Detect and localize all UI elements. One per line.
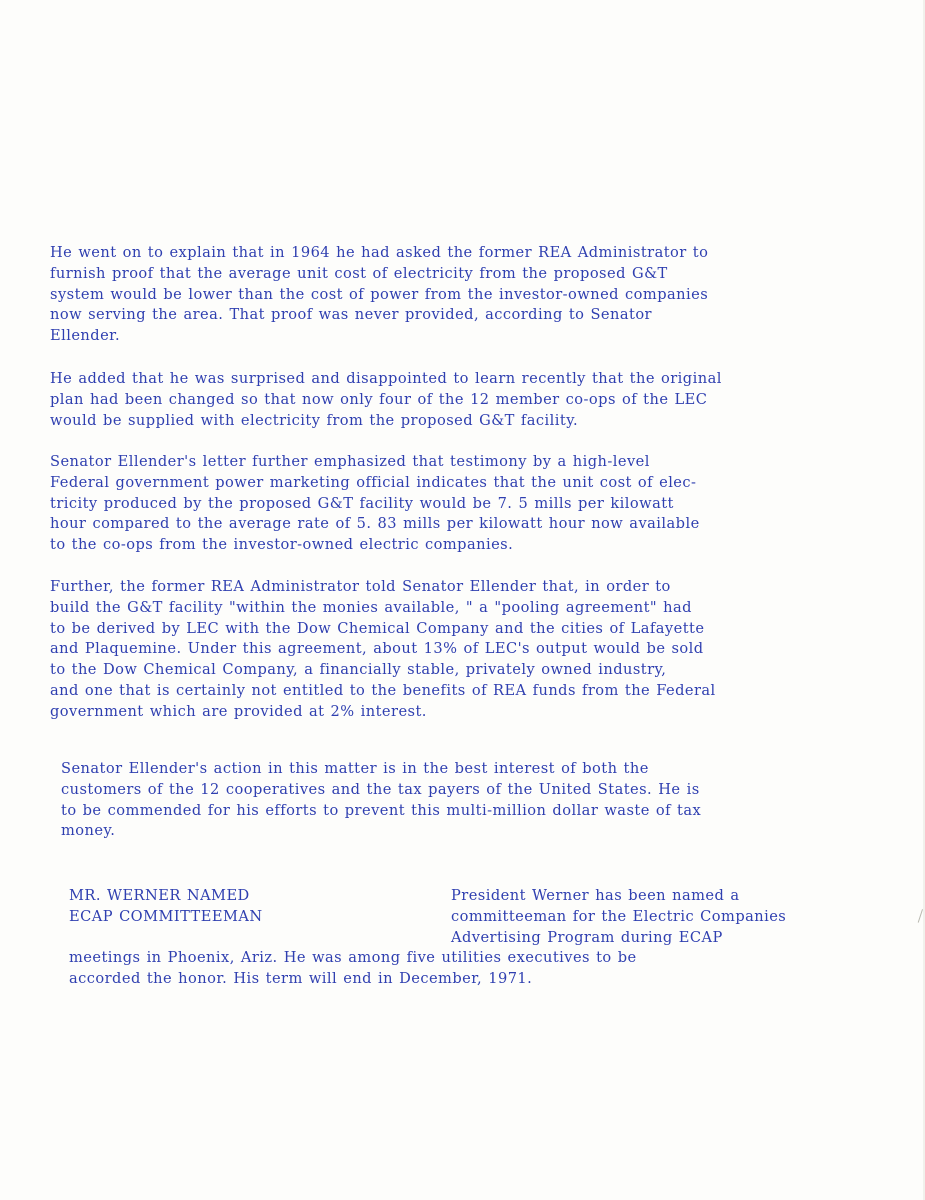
- text-line: Ellender.: [50, 327, 121, 345]
- text-line: He added that he was surprised and disappointed to learn recently that the original: [50, 370, 722, 387]
- paper-mark: [912, 907, 923, 922]
- paragraph-plan-changed: [50, 369, 722, 431]
- text-line: committeeman for the Electric Companies: [451, 907, 787, 925]
- text-line: money.: [61, 822, 116, 840]
- paragraph-pooling-agreement: [50, 577, 716, 723]
- text-line: hour compared to the average rate of 5. 83 mills per kilowatt hour now available: [50, 515, 700, 533]
- headline-line: ECAP COMMITTEEMAN: [69, 907, 263, 925]
- text-line: Federal government power marketing official indicates that the unit cost of elec-: [50, 473, 697, 491]
- text-line: system would be lower than the cost of power from the investor-owned companies: [50, 285, 709, 303]
- text-line: President Werner has been named a: [451, 887, 740, 904]
- text-line: and one that is certainly not entitled to the benefits of REA funds from the Federal: [50, 681, 716, 699]
- text-line: to the co-ops from the investor-owned electric companies.: [50, 536, 514, 554]
- headline-line: MR. WERNER NAMED: [69, 887, 250, 904]
- text-line: He went on to explain that in 1964 he had asked the former REA Administrator to: [50, 244, 709, 261]
- text-line: Further, the former REA Administrator told Senator Ellender that, in order to: [50, 578, 671, 595]
- text-line: and Plaquemine. Under this agreement, about 13% of LEC's output would be sold: [50, 640, 704, 658]
- paragraph-werner-term: [69, 948, 637, 990]
- text-line: government which are provided at 2% interest.: [50, 702, 427, 720]
- paragraph-commendation: [61, 759, 701, 842]
- text-line: furnish proof that the average unit cost of electricity from the proposed G&T: [50, 264, 668, 282]
- text-line: to be commended for his efforts to prevent this multi-million dollar waste of tax: [61, 801, 702, 819]
- section-headline: [69, 886, 263, 928]
- paragraph-rea-proof: [50, 243, 708, 347]
- text-line: customers of the 12 cooperatives and the tax payers of the United States. He is: [61, 780, 700, 798]
- paragraph-testimony: [50, 452, 700, 556]
- text-line: accorded the honor. His term will end in December, 1971.: [69, 969, 533, 987]
- text-line: would be supplied with electricity from the proposed G&T facility.: [50, 411, 579, 429]
- text-line: to the Dow Chemical Company, a financially stable, privately owned industry,: [50, 661, 667, 679]
- text-line: now serving the area. That proof was never provided, according to Senator: [50, 306, 652, 324]
- text-line: plan had been changed so that now only four of the 12 member co-ops of the LEC: [50, 390, 708, 408]
- headline-body-text: [451, 886, 786, 948]
- text-line: Advertising Program during ECAP: [451, 928, 723, 946]
- text-line: build the G&T facility "within the monies available, " a "pooling agreement" had: [50, 598, 692, 616]
- text-line: meetings in Phoenix, Ariz. He was among five utilities executives to be: [69, 949, 637, 966]
- text-line: Senator Ellender's action in this matter is in the best interest of both the: [61, 760, 649, 777]
- text-line: to be derived by LEC with the Dow Chemical Company and the cities of Lafayette: [50, 619, 705, 637]
- text-line: Senator Ellender's letter further emphasized that testimony by a high-level: [50, 453, 650, 470]
- text-line: tricity produced by the proposed G&T facility would be 7. 5 mills per kilowatt: [50, 494, 674, 512]
